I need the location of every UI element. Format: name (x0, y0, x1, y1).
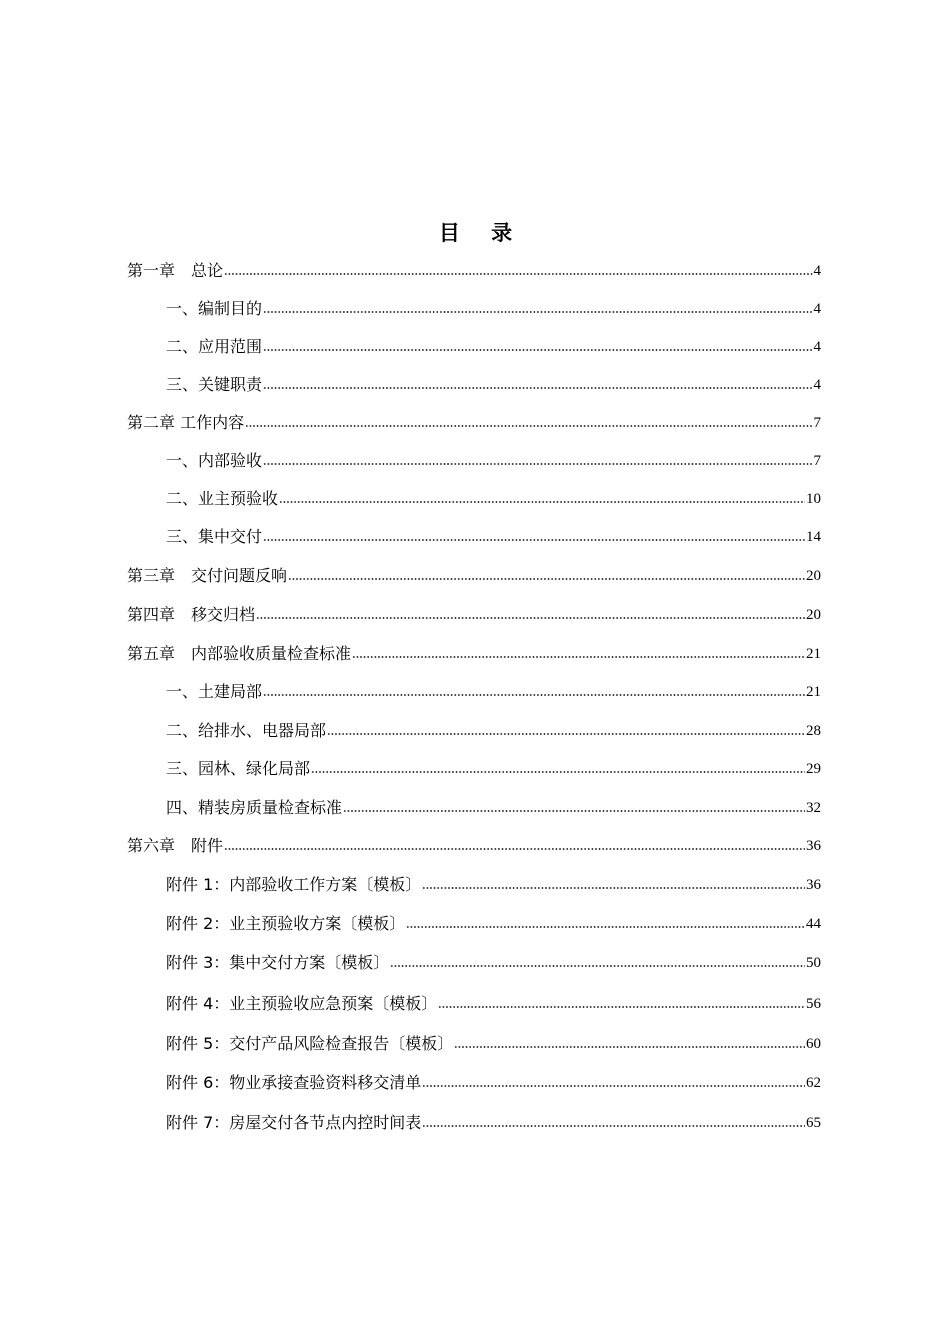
toc-entry-page: 4 (813, 301, 821, 317)
toc-entry-label: 第二章 工作内容 (127, 413, 245, 432)
toc-entry-label: 二、业主预验收 (166, 489, 279, 508)
toc-entry-page: 7 (813, 415, 821, 431)
toc-entry-label: 第四章 移交归档 (127, 605, 256, 624)
toc-entry[interactable] (166, 912, 821, 934)
toc-entry[interactable] (127, 603, 821, 625)
toc-entry-label: 二、应用范围 (166, 337, 263, 356)
toc-entry-label: 附件 7：房屋交付各节点内控时间表 (166, 1113, 422, 1132)
toc-entry[interactable] (166, 297, 821, 319)
toc-entry[interactable] (127, 642, 821, 664)
toc-entry-label: 一、内部验收 (166, 451, 263, 470)
toc-entry-page: 4 (813, 339, 821, 355)
dot-leader (263, 386, 812, 390)
toc-entry[interactable] (127, 411, 821, 433)
toc-entry-label: 三、集中交付 (166, 527, 263, 546)
dot-leader (245, 424, 812, 428)
toc-entry-page: 4 (813, 377, 821, 393)
toc-entry-label: 第六章 附件 (127, 836, 224, 855)
toc-entry-label: 一、土建局部 (166, 682, 263, 701)
dot-leader (311, 770, 805, 774)
toc-entry-label: 第五章 内部验收质量检查标准 (127, 644, 352, 663)
toc-entry[interactable] (166, 873, 821, 895)
dot-leader (422, 1084, 805, 1088)
toc-entry-page: 4 (813, 263, 821, 279)
dot-leader (263, 462, 812, 466)
dot-leader (263, 348, 812, 352)
toc-entry-label: 附件 2：业主预验收方案〔模板〕 (166, 914, 406, 933)
dot-leader (263, 310, 812, 314)
toc-entry-label: 三、关键职责 (166, 375, 263, 394)
dot-leader (352, 655, 805, 659)
dot-leader (422, 1124, 805, 1128)
toc-entry-page: 20 (806, 568, 821, 584)
toc-entry-page: 50 (806, 955, 821, 971)
dot-leader (438, 1005, 805, 1009)
toc-entry-label: 一、编制目的 (166, 299, 263, 318)
toc-entry-page: 29 (806, 761, 821, 777)
dot-leader (327, 732, 805, 736)
toc-entry-page: 10 (806, 491, 821, 507)
toc-entry-page: 36 (806, 838, 821, 854)
toc-entry-label: 二、给排水、电器局部 (166, 721, 327, 740)
dot-leader (406, 925, 805, 929)
toc-entry-label: 附件 5：交付产品风险检查报告〔模板〕 (166, 1034, 454, 1053)
toc-entry-page: 56 (806, 996, 821, 1012)
toc-entry[interactable] (166, 373, 821, 395)
toc-entry-page: 14 (806, 529, 821, 545)
toc-entry-page: 60 (806, 1036, 821, 1052)
toc-entry[interactable] (166, 487, 821, 509)
dot-leader (263, 538, 805, 542)
toc-entry[interactable] (166, 335, 821, 357)
toc-entry-label: 附件 1：内部验收工作方案〔模板〕 (166, 875, 422, 894)
dot-leader (454, 1045, 805, 1049)
dot-leader (256, 616, 805, 620)
toc-entry-label: 附件 4：业主预验收应急预案〔模板〕 (166, 994, 438, 1013)
toc-entry-page: 7 (813, 453, 821, 469)
toc-entry-page: 62 (806, 1075, 821, 1091)
toc-entry[interactable] (166, 796, 821, 818)
dot-leader (422, 886, 805, 890)
toc-entry[interactable] (127, 259, 821, 281)
toc-entry[interactable] (166, 1111, 821, 1133)
dot-leader (224, 847, 805, 851)
toc-entry[interactable] (166, 951, 821, 973)
dot-leader (343, 809, 805, 813)
toc-entry-page: 32 (806, 800, 821, 816)
toc-entry-page: 21 (806, 684, 821, 700)
dot-leader (279, 500, 805, 504)
toc-entry[interactable] (127, 834, 821, 856)
toc-entry-page: 44 (806, 916, 821, 932)
toc-entry[interactable] (166, 1071, 821, 1093)
toc-entry[interactable] (166, 525, 821, 547)
toc-entry[interactable] (127, 564, 821, 586)
toc-entry[interactable] (166, 449, 821, 471)
toc-entry-label: 附件 3：集中交付方案〔模板〕 (166, 953, 390, 972)
toc-entry[interactable] (166, 1032, 821, 1054)
toc-entry[interactable] (166, 992, 821, 1014)
toc-entry-page: 28 (806, 723, 821, 739)
toc-entry-label: 附件 6：物业承接查验资料移交清单 (166, 1073, 422, 1092)
dot-leader (224, 272, 812, 276)
dot-leader (263, 693, 805, 697)
toc-entry-page: 21 (806, 646, 821, 662)
dot-leader (288, 577, 805, 581)
toc-entry[interactable] (166, 680, 821, 702)
dot-leader (390, 964, 805, 968)
toc-entry-page: 65 (806, 1115, 821, 1131)
toc-entry-label: 三、园林、绿化局部 (166, 759, 311, 778)
toc-entry[interactable] (166, 719, 821, 741)
toc-title: 目 录 (438, 221, 525, 245)
toc-entry-label: 第三章 交付问题反响 (127, 566, 288, 585)
toc-entry-page: 36 (806, 877, 821, 893)
toc-entry-page: 20 (806, 607, 821, 623)
toc-entry[interactable] (166, 757, 821, 779)
toc-entry-label: 第一章 总论 (127, 261, 224, 280)
toc-entry-label: 四、精装房质量检查标准 (166, 798, 343, 817)
